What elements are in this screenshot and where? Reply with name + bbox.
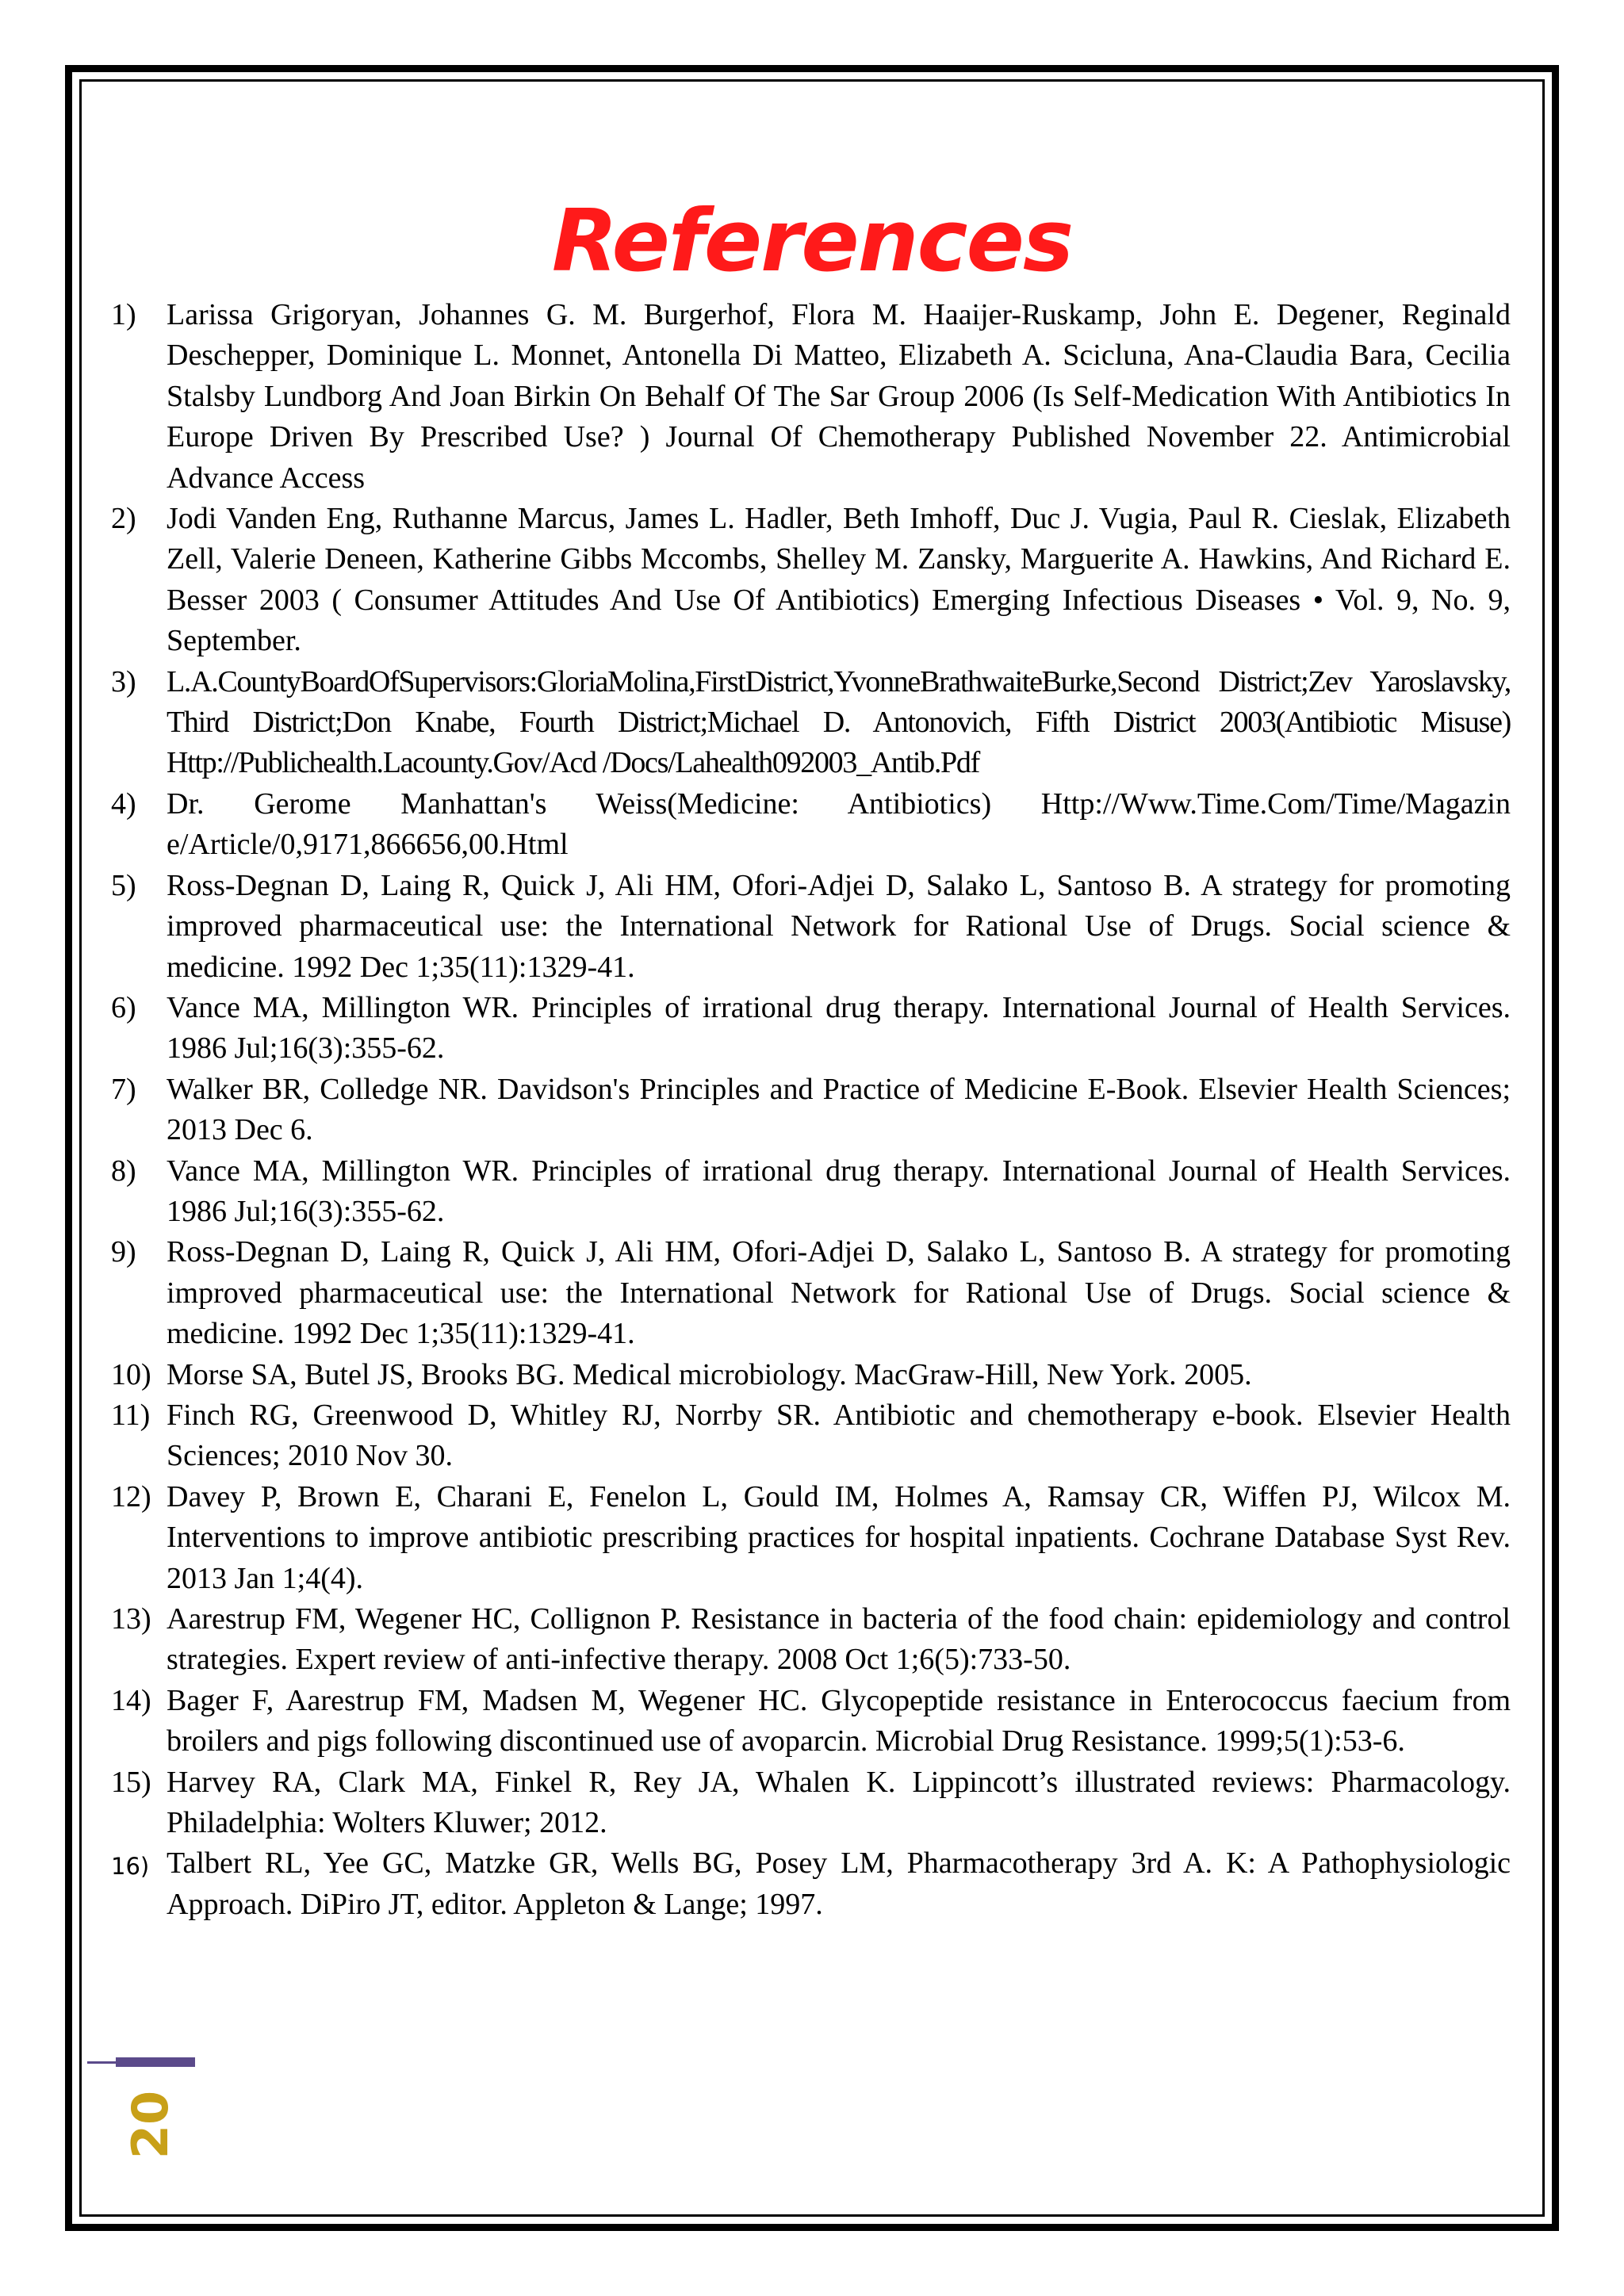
reference-text: Vance MA, Millington WR. Principles of irrational drug therapy. International Journal of Health Services. 1986 Jul;16(3):355-62. xyxy=(167,990,1511,1066)
reference-list xyxy=(111,295,1511,1925)
reference-text: Morse SA, Butel JS, Brooks BG. Medical microbiology. MacGraw-Hill, New York. 2005. xyxy=(167,1357,1252,1391)
list-item xyxy=(111,1355,1511,1395)
reference-text: Bager F, Aarestrup FM, Madsen M, Wegener HC. Glycopeptide resistance in Enterococcus faecium from broilers and pigs following discontinued use of avoparcin. Microbial Drug Resistance. 1999;5(1):53-6. xyxy=(167,1683,1511,1758)
reference-number: 7) xyxy=(111,1072,136,1106)
page-number: 20 xyxy=(121,2090,179,2160)
list-item xyxy=(111,1070,1511,1151)
list-item xyxy=(111,1599,1511,1681)
list-item xyxy=(111,295,1511,499)
reference-number: 16) xyxy=(111,1853,150,1881)
reference-text: Jodi Vanden Eng, Ruthanne Marcus, James L. Hadler, Beth Imhoff, Duc J. Vugia, Paul R. Cieslak, Elizabeth Zell, Valerie Deneen, Katherine Gibbs Mccombs, Shelley M. Zansky, Marguerite A. Hawkins, And Richard E. Besser 2003 ( Consumer Attitudes And Use Of Antibiotics) Emerging Infectious Diseases • Vol. 9, No. 9, September. xyxy=(167,502,1511,658)
reference-number: 3) xyxy=(111,664,136,698)
list-item xyxy=(111,866,1511,988)
reference-text: Larissa Grigoryan, Johannes G. M. Burgerhof, Flora M. Haaijer-Ruskamp, John E. Degener, Reginald Deschepper, Dominique L. Monnet, Antonella Di Matteo, Elizabeth A. Scicluna, Ana-Claudia Bara, Cecilia Stalsby Lundborg And Joan Birkin On Behalf Of The Sar Group 2006 (Is Self-Medication With Antibiotics In Europe Driven By Prescribed Use? ) Journal Of Chemotherapy Published November 22. Antimicrobial Advance Access xyxy=(167,298,1511,495)
reference-text: Ross-Degnan D, Laing R, Quick J, Ali HM, Ofori-Adjei D, Salako L, Santoso B. A strategy for promoting improved pharmaceutical use: the International Network for Rational Use of Drugs. Social science & medicine. 1992 Dec 1;35(11):1329-41. xyxy=(167,868,1511,984)
reference-number: 4) xyxy=(111,786,136,821)
reference-number: 2) xyxy=(111,502,136,536)
reference-text: Finch RG, Greenwood D, Whitley RJ, Norrby SR. Antibiotic and chemotherapy e-book. Elsevier Health Sciences; 2010 Nov 30. xyxy=(167,1398,1511,1473)
reference-text: Dr. Gerome Manhattan's Weiss(Medicine: Antibiotics) Http://Www.Time.Com/Time/Magazin e/Article/0,9171,866656,00.Html xyxy=(167,786,1511,862)
reference-number: 12) xyxy=(111,1479,151,1513)
list-item xyxy=(111,784,1511,866)
reference-text: Talbert RL, Yee GC, Matzke GR, Wells BG, Posey LM, Pharmacotherapy 3rd A. K: A Pathophysiologic Approach. DiPiro JT, editor. Appleton & Lange; 1997. xyxy=(167,1846,1511,1921)
reference-number: 14) xyxy=(111,1683,151,1717)
reference-number: 15) xyxy=(111,1765,151,1799)
reference-text: Aarestrup FM, Wegener HC, Collignon P. Resistance in bacteria of the food chain: epidemiology and control strategies. Expert review of anti-infective therapy. 2008 Oct 1;6(5):733-50. xyxy=(167,1602,1511,1677)
list-item xyxy=(111,1232,1511,1354)
page-number-rule xyxy=(87,2057,195,2067)
reference-number: 9) xyxy=(111,1235,136,1269)
reference-number: 5) xyxy=(111,868,136,902)
rule-thick-bar xyxy=(116,2057,195,2067)
reference-text: Walker BR, Colledge NR. Davidson's Principles and Practice of Medicine E-Book. Elsevier Health Sciences; 2013 Dec 6. xyxy=(167,1072,1511,1147)
list-item xyxy=(111,1477,1511,1599)
reference-number: 10) xyxy=(111,1357,151,1391)
reference-number: 13) xyxy=(111,1602,151,1636)
reference-text: Ross-Degnan D, Laing R, Quick J, Ali HM, Ofori-Adjei D, Salako L, Santoso B. A strategy for promoting improved pharmaceutical use: the International Network for Rational Use of Drugs. Social science & medicine. 1992 Dec 1;35(11):1329-41. xyxy=(167,1235,1511,1351)
list-item xyxy=(111,1395,1511,1477)
list-item xyxy=(111,1151,1511,1233)
reference-number: 11) xyxy=(111,1398,151,1432)
list-item xyxy=(111,1681,1511,1762)
reference-number: 6) xyxy=(111,990,136,1024)
list-item xyxy=(111,662,1511,784)
page-title: References xyxy=(551,192,1073,292)
list-item xyxy=(111,1843,1511,1925)
reference-text: Davey P, Brown E, Charani E, Fenelon L, Gould IM, Holmes A, Ramsay CR, Wiffen PJ, Wilcox M. Interventions to improve antibiotic prescribing practices for hospital inpatients. Cochrane Database Syst Rev. 2013 Jan 1;4(4). xyxy=(167,1479,1511,1595)
reference-text: Vance MA, Millington WR. Principles of irrational drug therapy. International Journal of Health Services. 1986 Jul;16(3):355-62. xyxy=(167,1154,1511,1228)
list-item xyxy=(111,988,1511,1070)
list-item xyxy=(111,1762,1511,1844)
reference-text: Harvey RA, Clark MA, Finkel R, Rey JA, Whalen K. Lippincott’s illustrated reviews: Pharmacology. Philadelphia: Wolters Kluwer; 2012. xyxy=(167,1765,1511,1840)
reference-text: L.A.CountyBoardOfSupervisors:GloriaMolina,FirstDistrict,YvonneBrathwaiteBurke,Second District;Zev Yaroslavsky, Third District;Don Knabe, Fourth District;Michael D. Antonovich, Fifth District 2003(Antibiotic Misuse) Http://Publichealth.Lacounty.Gov/Acd /Docs/Lahealth092003_Antib.Pdf xyxy=(167,664,1511,780)
list-item xyxy=(111,499,1511,662)
reference-number: 8) xyxy=(111,1154,136,1188)
reference-number: 1) xyxy=(111,298,136,331)
